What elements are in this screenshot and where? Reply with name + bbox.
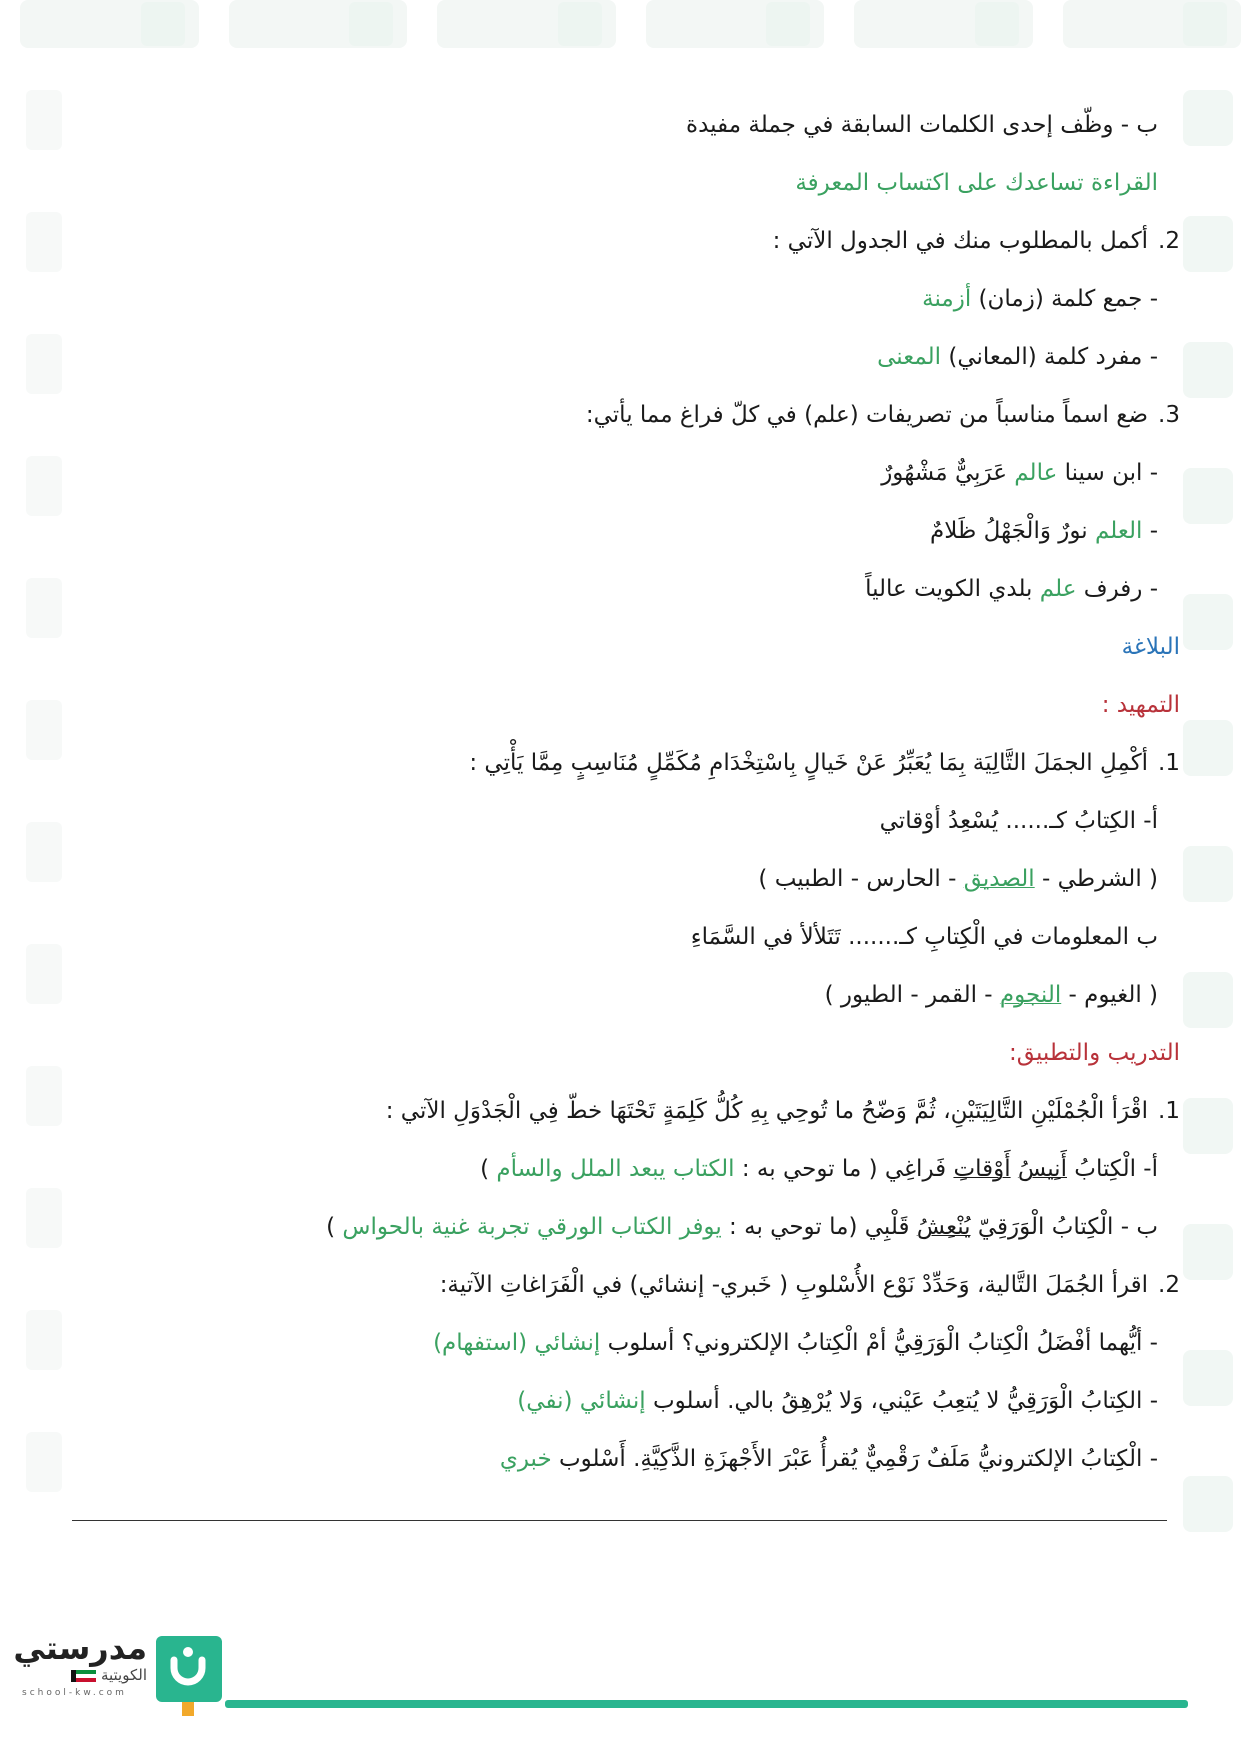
balagha-options-b: ( الغيوم - النجوم - القمر - الطيور ) — [824, 982, 1158, 1008]
question-2: 2.أكمل بالمطلوب منك في الجدول الآتي : — [772, 228, 1180, 254]
balagha-options-a: ( الشرطي - الصديق - الحارس - الطبيب ) — [758, 866, 1158, 892]
training-heading: التدريب والتطبيق: — [1009, 1040, 1180, 1066]
q2-item-2: - مفرد كلمة (المعاني) المعنى — [877, 344, 1158, 370]
q3-line-1: - ابن سينا عالم عَرَبِيٌّ مَشْهُورٌ — [881, 460, 1158, 486]
intro-heading: التمهيد : — [1101, 692, 1180, 718]
training-question-1: 1.اقْرَأ الْجُمْلَيْنِ التَّالِيَتَيْنِ، ثُمَّ وَضّحُ ما تُوحِي بِهِ كُلُّ كَلِمَةٍ تَحْتَهَا خطّ فِي الْجَدْوَلِ الآتي : — [385, 1098, 1180, 1124]
training-sentence-2: - الكِتابُ الْوَرَقِيُّ لا يُتعِبُ عَيْني، وَلا يُرْهِقُ بالي. أسلوب إنشائي (نفي) — [517, 1388, 1158, 1414]
training-line-a: أ- الْكِتابُ أَنِيسُ أَوْقاتِ فَراغِي ( ما توحي به : الكتاب يبعد الملل والسأم ) — [480, 1156, 1158, 1182]
training-question-2: 2.اقرأ الجُمَلَ التَّالية، وَحَدِّدْ نَوْع الأُسْلوبِ ( خَبري- إنشائي) في الْفَرَاغاتِ الآتية: — [439, 1272, 1180, 1298]
footer-bar — [225, 1700, 1188, 1708]
kuwait-flag-icon — [71, 1670, 96, 1682]
school-logo — [13, 1629, 222, 1740]
balagha-line-a: أ- الكِتابُ كـ...... يُسْعِدُ أوْقاتي — [879, 808, 1158, 834]
logo-brand: مدرستي — [13, 1629, 147, 1667]
header-watermark-strip — [0, 0, 1241, 48]
logo-text — [13, 1629, 147, 1698]
section-b-answer: القراءة تساعدك على اكتساب المعرفة — [795, 170, 1158, 196]
worksheet-content — [60, 96, 1180, 1488]
q3-line-3: - رفرف علم بلدي الكويت عالياً — [865, 576, 1158, 602]
q2-item-1: - جمع كلمة (زمان) أزمنة — [922, 286, 1158, 312]
training-line-b: ب - الْكِتابُ الْوَرَقِيّ يُنْعِشُ قَلْبِي (ما توحي به : يوفر الكتاب الورقي تجربة غنية بالحواس ) — [326, 1214, 1158, 1240]
training-sentence-1: - أيُّهما أفْضَلُ الْكِتابُ الْوَرَقِيُّ أمْ الْكِتابُ الإلكتروني؟ أسلوب إنشائي (استفهام) — [433, 1330, 1158, 1356]
section-b-task: ب - وظّف إحدى الكلمات السابقة في جملة مفيدة — [686, 112, 1158, 138]
q3-line-2: - العلم نورٌ وَالْجَهْلُ ظَلامٌ — [929, 518, 1158, 544]
book-smile-icon — [152, 1630, 232, 1718]
training-sentence-3: - الْكِتابُ الإلكترونيُّ مَلَفٌ رَقْمِيٌّ يُقرأُ عَبْرَ الأَجْهزَةِ الذَّكِيَّةِ. أَسْلوب خبري — [499, 1446, 1158, 1472]
question-3: 3.ضع اسماً مناسباً من تصريفات (علم) في كلّ فراغ مما يأتي: — [585, 402, 1180, 428]
right-watermark-strip — [1183, 90, 1233, 1550]
divider-rule — [72, 1520, 1167, 1521]
balagha-question-1: 1.أكْمِلِ الجمَلَ التَّالِيَة بِمَا يُعَبِّرُ عَنْ خَيالٍ بِاسْتِخْدَامِ مُكَمِّلٍ مُنَاسِبٍ مِمَّا يَأْتِي : — [469, 750, 1180, 776]
logo-subtitle: الكويتية — [22, 1666, 147, 1684]
balagha-line-b: ب المعلومات في الْكِتابِ كـ....... تَتَلألأ في السَّمَاءِ — [690, 924, 1158, 950]
logo-url: school-kw.com — [22, 1688, 127, 1698]
balagha-heading: البلاغة — [1121, 634, 1180, 660]
